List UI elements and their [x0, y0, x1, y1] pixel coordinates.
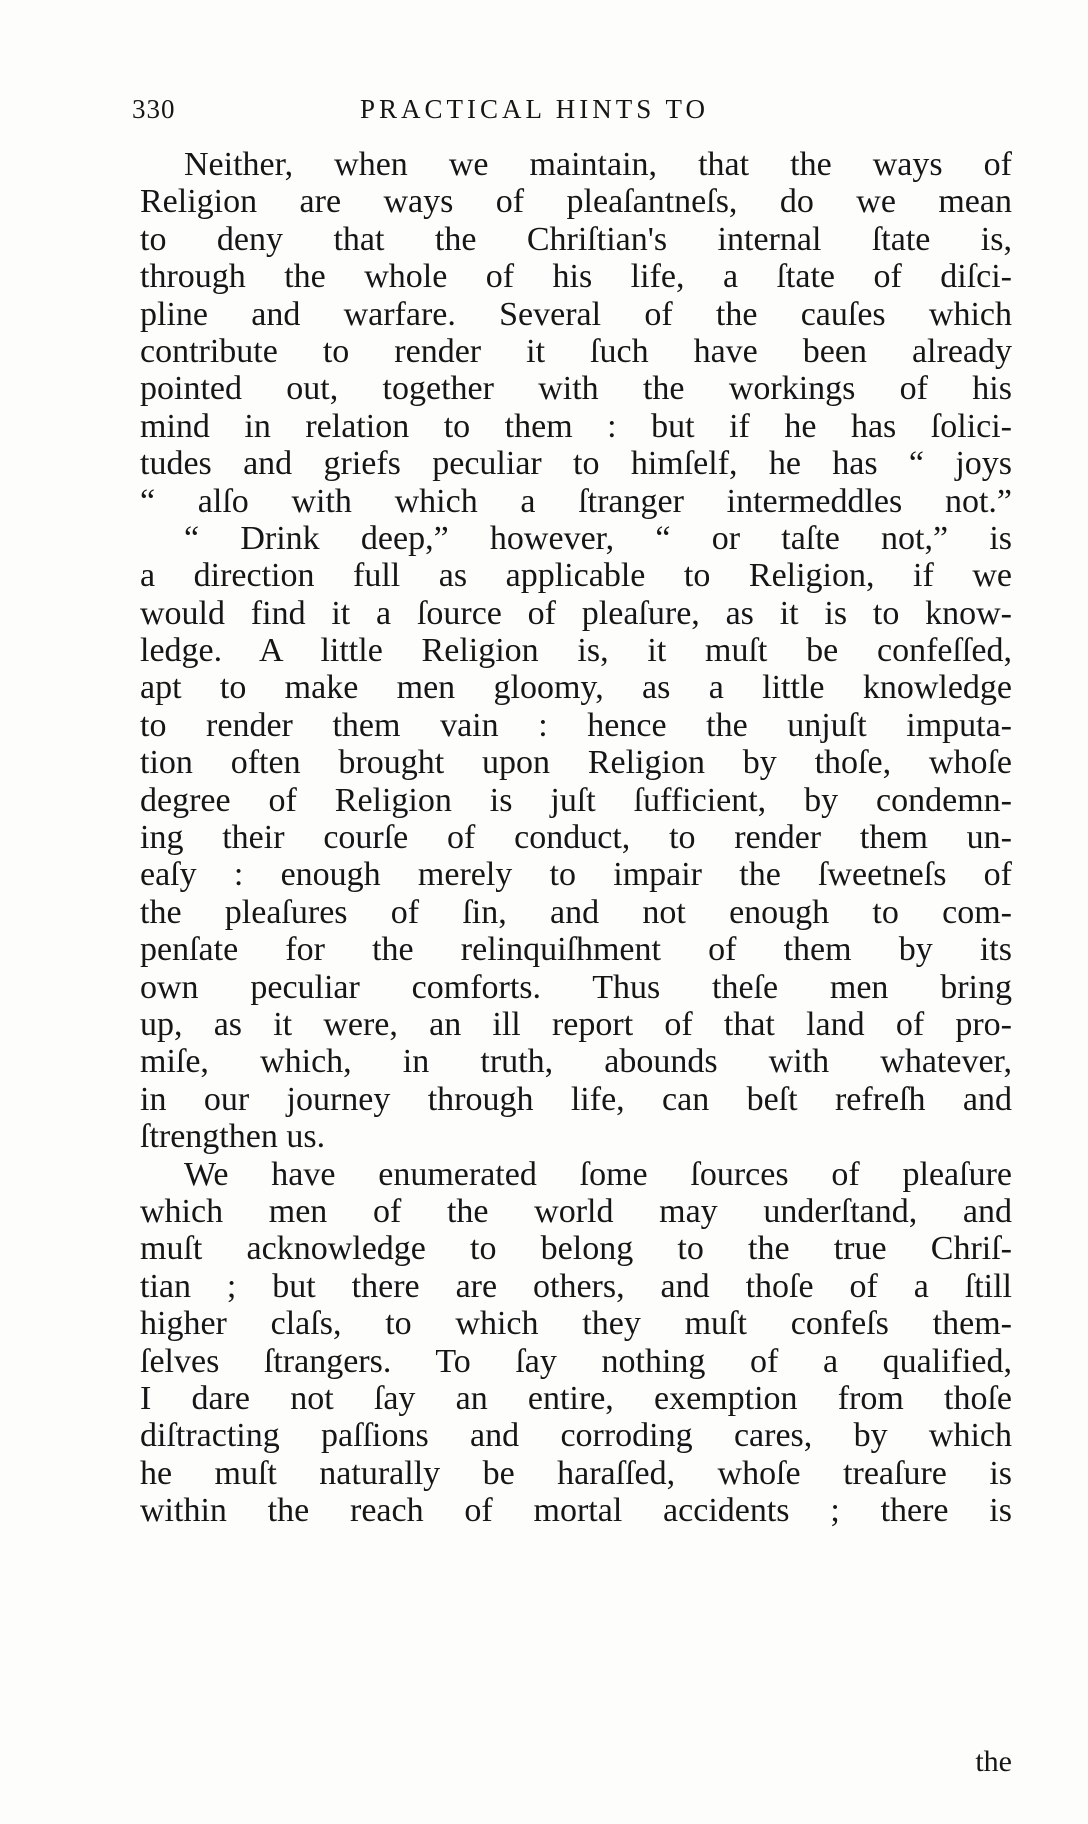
text-line: miſe, which, in truth, abounds with whatever,	[140, 1043, 1012, 1081]
text-line: degree of Religion is juſt ſufficient, by condemn-	[140, 781, 1012, 819]
text-line: ing their courſe of conduct, to render them un-	[140, 819, 1012, 857]
text-line: mind in relation to them : but if he has ſolici-	[140, 407, 1012, 445]
text-line: tian ; but there are others, and thoſe of a ſtill	[140, 1267, 1012, 1305]
text-line: apt to make men gloomy, as a little knowledge	[140, 669, 1012, 707]
text-line: tion often brought upon Religion by thoſe, whoſe	[140, 744, 1012, 782]
text-line: “ alſo with which a ſtranger intermeddles not.”	[140, 482, 1012, 520]
text-line: through the whole of his life, a ſtate of diſci-	[140, 258, 1012, 296]
text-line: pline and warfare. Several of the cauſes which	[140, 295, 1012, 333]
text-line: I dare not ſay an entire, exemption from thoſe	[140, 1379, 1012, 1417]
text-line: diſtracting paſſions and corroding cares, by which	[140, 1417, 1012, 1455]
catchword: the	[975, 1745, 1012, 1778]
text-line: tudes and griefs peculiar to himſelf, he has “ joys	[140, 445, 1012, 483]
text-line: within the reach of mortal accidents ; there is	[140, 1492, 1012, 1530]
text-line: he muſt naturally be haraſſed, whoſe treaſure is	[140, 1454, 1012, 1492]
text-line: Religion are ways of pleaſantneſs, do we mean	[140, 183, 1012, 221]
text-line: eaſy : enough merely to impair the ſweetneſs of	[140, 856, 1012, 894]
text-line: would find it a ſource of pleaſure, as it is to know-	[140, 594, 1012, 632]
text-line: ſelves ſtrangers. To ſay nothing of a qualified,	[140, 1342, 1012, 1380]
text-line: ſtrengthen us.	[140, 1118, 326, 1156]
text-line: We have enumerated ſome ſources of pleaſure	[184, 1155, 1012, 1193]
text-line: to render them vain : hence the unjuſt imputa-	[140, 706, 1012, 744]
running-title: PRACTICAL HINTS TO	[360, 94, 710, 124]
text-line: Neither, when we maintain, that the ways of	[184, 146, 1012, 183]
body-text	[140, 146, 1012, 1529]
text-line: a direction full as applicable to Religion, if we	[140, 557, 1012, 595]
text-line: pointed out, together with the workings of his	[140, 370, 1012, 408]
text-line: muſt acknowledge to belong to the true Chriſ-	[140, 1230, 1012, 1268]
running-head	[132, 94, 1012, 134]
text-line: “ Drink deep,” however, “ or taſte not,” is	[184, 519, 1012, 557]
text-line: higher claſs, to which they muſt confeſs them-	[140, 1305, 1012, 1343]
text-line: up, as it were, an ill report of that land of pro-	[140, 1005, 1012, 1043]
text-line: which men of the world may underſtand, and	[140, 1192, 1012, 1230]
text-line: in our journey through life, can beſt refreſh and	[140, 1080, 1012, 1118]
text-line: ledge. A little Religion is, it muſt be confeſſed,	[140, 632, 1012, 670]
page-number: 330	[132, 94, 176, 124]
text-line: the pleaſures of ſin, and not enough to com-	[140, 893, 1012, 931]
text-line: penſate for the relinquiſhment of them by its	[140, 931, 1012, 969]
text-line: to deny that the Chriſtian's internal ſtate is,	[140, 220, 1012, 258]
text-line: contribute to render it ſuch have been already	[140, 332, 1012, 370]
text-line: own peculiar comforts. Thus theſe men bring	[140, 968, 1012, 1006]
